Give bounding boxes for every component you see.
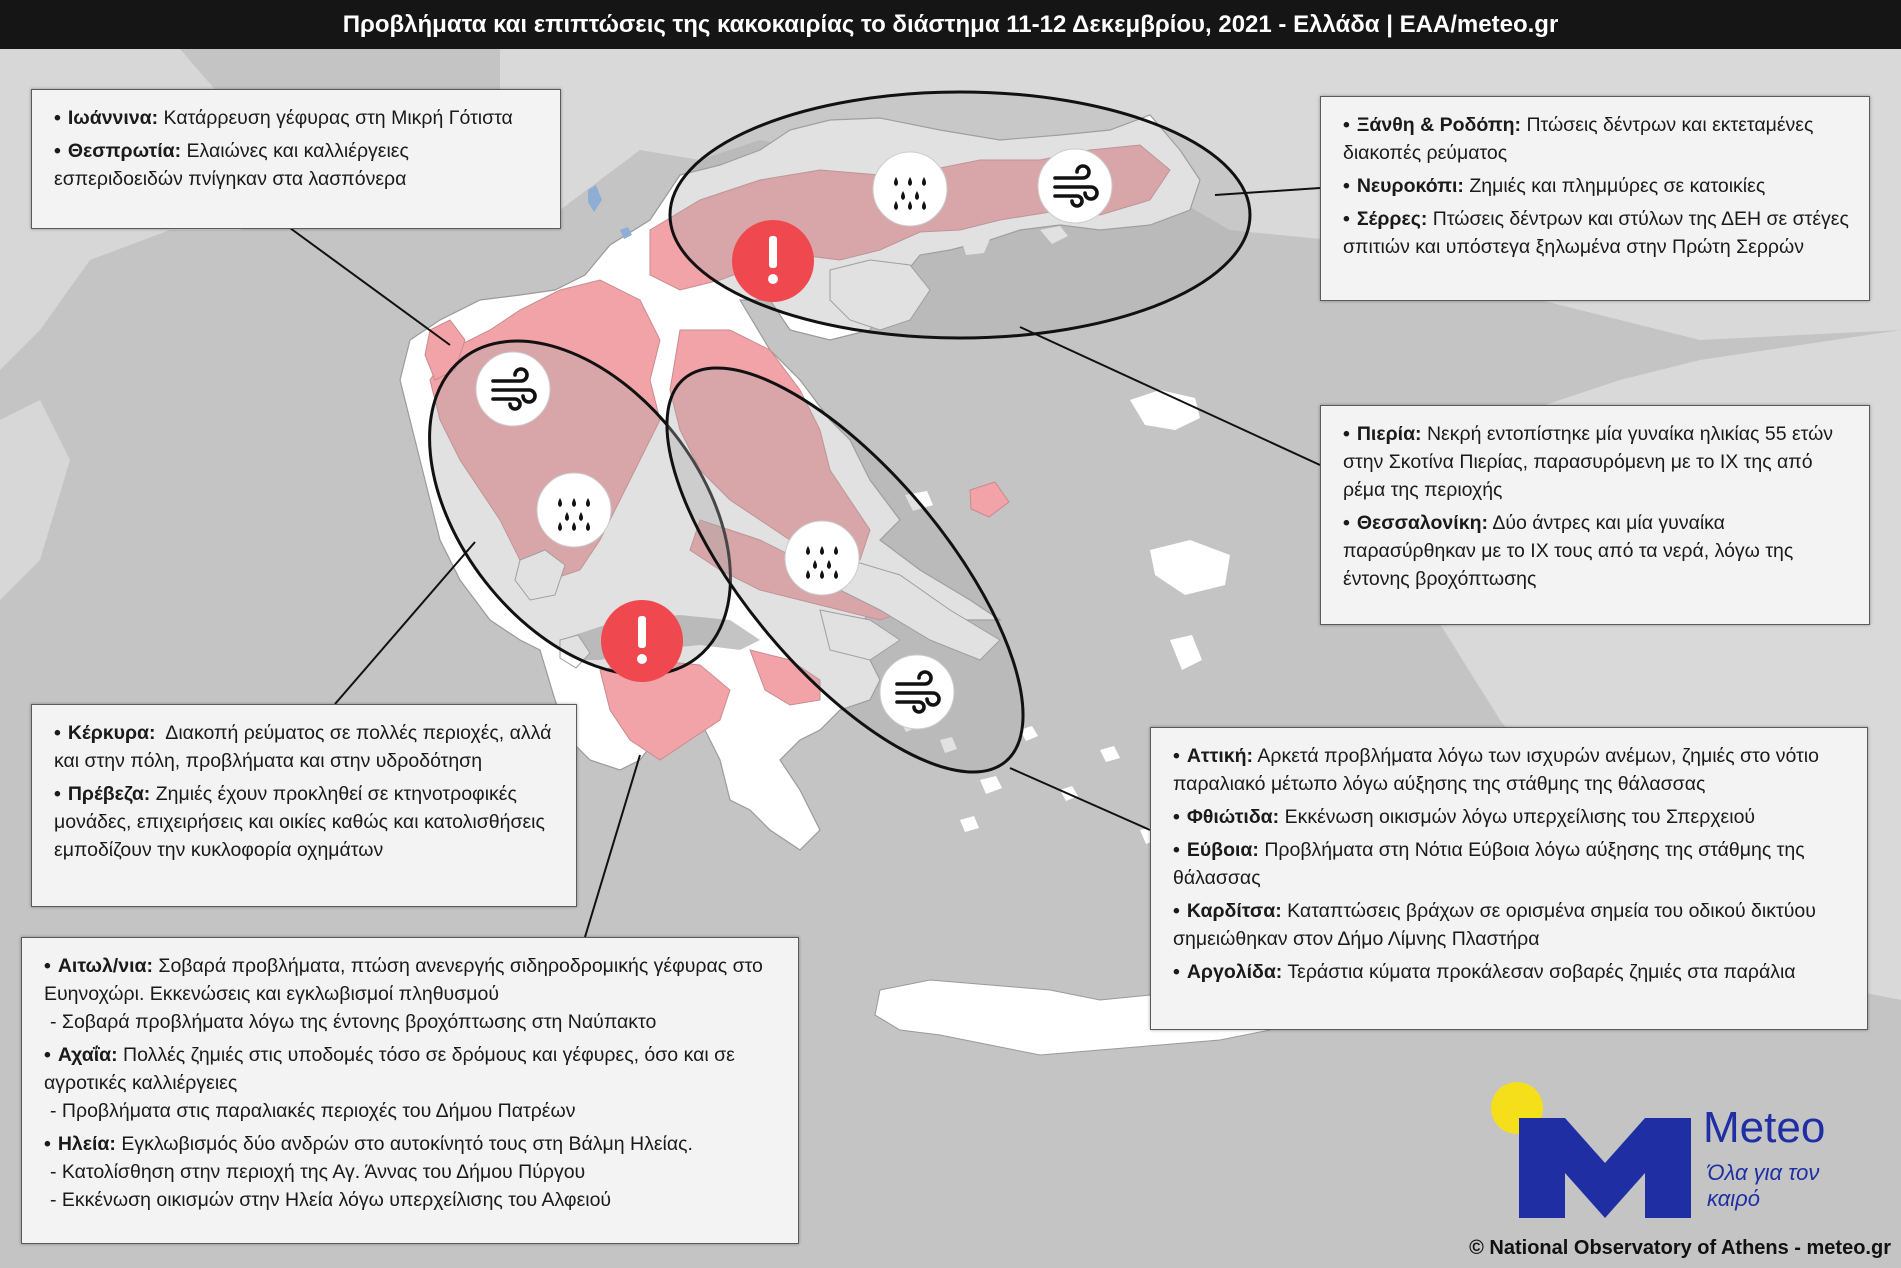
- entry-sw-0: [44, 952, 778, 1036]
- impact-text: Τεράστια κύματα προκάλεσαν σοβαρές ζημιές στα παράλια: [1282, 961, 1796, 983]
- warning-icon: [601, 600, 683, 682]
- place-name: Θεσπρωτία:: [67, 140, 182, 162]
- warning-icon: [732, 220, 814, 302]
- wind-icon: [880, 655, 954, 729]
- bullet: •: [44, 1044, 51, 1066]
- bullet: •: [1343, 114, 1350, 136]
- place-name: Αττική:: [1186, 745, 1254, 767]
- region-ellipse-northeast: [670, 92, 1250, 338]
- island-skyros-affected: [970, 482, 1009, 517]
- bullet: •: [1173, 961, 1180, 983]
- rain-icon: [537, 473, 611, 547]
- impact-subitem: - Προβλήματα στις παραλιακές περιοχές του Δήμου Πατρέων: [50, 1100, 576, 1122]
- impact-subitem: - Κατολίσθηση στην περιοχή της Αγ. Άννας του Δήμου Πύργου: [50, 1161, 586, 1183]
- bullet: •: [1343, 175, 1350, 197]
- wind-icon: [1038, 149, 1112, 223]
- info-box-southeast: [1150, 727, 1868, 1030]
- bullet: •: [1173, 745, 1180, 767]
- impact-text: Πτώσεις δέντρων και εκτεταμένες διακοπές ρεύματος: [1343, 114, 1819, 164]
- impact-text: Ζημιές και πλημμύρες σε κατοικίες: [1463, 175, 1766, 197]
- place-name: Ξάνθη & Ροδόπη:: [1356, 114, 1522, 136]
- island-lesvos: [1150, 540, 1230, 595]
- bullet: •: [44, 955, 51, 977]
- impact-text: Καταπτώσεις βράχων σε ορισμένα σημεία του οδικού δικτύου σημειώθηκαν στον Δήμο Λίμνης Πλαστήρα: [1173, 900, 1822, 950]
- wind-icon: [476, 352, 550, 426]
- entry-nw-0: [54, 104, 540, 132]
- entry-ne-2: [1343, 205, 1855, 261]
- lake-prespa: [588, 185, 602, 212]
- place-name: Αργολίδα:: [1186, 961, 1283, 983]
- bullet: •: [1173, 900, 1180, 922]
- copyright: © National Observatory of Athens - meteo.gr: [1469, 1237, 1891, 1259]
- bullet: •: [44, 1133, 51, 1155]
- place-name: Κέρκυρα:: [67, 722, 156, 744]
- entry-w-0: [54, 719, 556, 775]
- bullet: •: [54, 107, 61, 129]
- entry-e-0: [1343, 420, 1849, 504]
- info-box-northeast: [1320, 96, 1870, 301]
- bullet: •: [1173, 839, 1180, 861]
- connector-se: [1010, 768, 1150, 830]
- impact-text: Πτώσεις δέντρων και στύλων της ΔΕΗ σε στέγες σπιτιών και υπόστεγα ξηλωμένα στην Πρώτη Σερρών: [1343, 208, 1855, 258]
- entry-se-4: [1173, 958, 1847, 986]
- impact-text: Εγκλωβισμός δύο ανδρών στο αυτοκίνητό τους στη Βάλμη Ηλείας.: [115, 1133, 693, 1155]
- entry-sw-1: [44, 1041, 778, 1125]
- info-box-northwest: [31, 89, 561, 229]
- bullet: •: [1343, 512, 1350, 534]
- entry-w-1: [54, 780, 556, 864]
- bullet: •: [54, 783, 61, 805]
- impact-text: Σοβαρά προβλήματα, πτώση ανενεργής σιδηροδρομικής γέφυρας στο Ευηνοχώρι. Εκκενώσεις και εγκλωβισμοί πληθυσμού: [44, 955, 769, 1005]
- place-name: Φθιώτιδα:: [1186, 806, 1280, 828]
- impact-text: Ζημιές έχουν προκληθεί σε κτηνοτροφικές μονάδες, επιχειρήσεις και οικίες καθώς και κατολισθήσεις εμποδίζουν την κυκλοφορία οχημάτων: [54, 783, 551, 861]
- place-name: Νευροκόπι:: [1356, 175, 1464, 197]
- impact-text: Ελαιώνες και καλλιέργειες εσπεριδοειδών πνίγηκαν στα λασπόνερα: [54, 140, 415, 190]
- island-lemnos: [1130, 390, 1200, 430]
- impact-text: Προβλήματα στη Νότια Εύβοια λόγω αύξησης της στάθμης της θάλασσας: [1173, 839, 1811, 889]
- entry-nw-1: [54, 137, 540, 193]
- bullet: •: [1343, 423, 1350, 445]
- logo-m-icon: [1519, 1118, 1691, 1218]
- land-italy-south: [0, 400, 70, 600]
- entry-ne-1: [1343, 172, 1849, 200]
- place-name: Αχαΐα:: [57, 1044, 118, 1066]
- bullet: •: [54, 140, 61, 162]
- logo-subtitle: Όλα για τον καιρό: [1707, 1160, 1820, 1211]
- impact-text: Νεκρή εντοπίστηκε μία γυναίκα ηλικίας 55 ετών στην Σκοτίνα Πιερίας, παρασυρόμενη με το ΙΧ της από ρέμα της περιοχής: [1343, 423, 1839, 501]
- map-title: Προβλήματα και επιπτώσεις της κακοκαιρίας το διάστημα 11-12 Δεκεμβρίου, 2021 - Ελλάδα | ΕΑΑ/meteo.gr: [0, 0, 1901, 49]
- entry-se-3: [1173, 897, 1847, 953]
- impact-subitem: - Εκκένωση οικισμών στην Ηλεία λόγω υπερχείλισης του Αλφειού: [50, 1189, 612, 1211]
- entry-e-1: [1343, 509, 1849, 593]
- impact-text: Πολλές ζημιές στις υποδομές τόσο σε δρόμους και γέφυρες, όσο και σε αγροτικές καλλιέργειες: [44, 1044, 741, 1094]
- impact-subitem: - Σοβαρά προβλήματα λόγω της έντονης βροχόπτωσης στη Ναύπακτο: [50, 1011, 657, 1033]
- island-chios: [1170, 635, 1202, 670]
- connector-sw: [585, 755, 640, 937]
- entry-sw-2: [44, 1130, 778, 1214]
- place-name: Καρδίτσα:: [1186, 900, 1282, 922]
- impact-text: Κατάρρευση γέφυρας στη Μικρή Γότιστα: [158, 107, 513, 129]
- bullet: •: [54, 722, 61, 744]
- entry-ne-0: [1343, 111, 1849, 167]
- logo-title: Meteo: [1703, 1103, 1826, 1152]
- connector-w: [335, 542, 475, 704]
- place-name: Σέρρες:: [1356, 208, 1428, 230]
- impact-text: Δύο άντρες και μία γυναίκα παρασύρθηκαν με το ΙΧ τους από τα νερά, λόγω της έντονης βροχόπτωσης: [1343, 512, 1799, 590]
- impact-text: Εκκένωση οικισμών λόγω υπερχείλισης του Σπερχειού: [1279, 806, 1756, 828]
- bullet: •: [1173, 806, 1180, 828]
- place-name: Αιτωλ/νια:: [57, 955, 153, 977]
- place-name: Εύβοια:: [1186, 839, 1259, 861]
- bullet: •: [1343, 208, 1350, 230]
- place-name: Ιωάννινα:: [67, 107, 159, 129]
- entry-se-1: [1173, 803, 1847, 831]
- entry-se-0: [1173, 742, 1847, 798]
- info-box-west: [31, 704, 577, 907]
- place-name: Ηλεία:: [57, 1133, 116, 1155]
- place-name: Θεσσαλονίκη:: [1356, 512, 1488, 534]
- info-box-southwest: [21, 937, 799, 1244]
- entry-se-2: [1173, 836, 1847, 892]
- place-name: Πρέβεζα:: [67, 783, 151, 805]
- rain-icon: [785, 521, 859, 595]
- info-box-east: [1320, 405, 1870, 625]
- place-name: Πιερία:: [1356, 423, 1422, 445]
- rain-icon: [873, 152, 947, 226]
- impact-text: Αρκετά προβλήματα λόγω των ισχυρών ανέμων, ζημιές στο νότιο παραλιακό μέτωπο λόγω αύξησης της στάθμης της θάλασσας: [1173, 745, 1825, 795]
- connector-nw: [290, 228, 450, 345]
- connector-e: [1020, 327, 1320, 465]
- impact-text: Διακοπή ρεύματος σε πολλές περιοχές, αλλά και στην πόλη, προβλήματα και στην υδροδότηση: [54, 722, 557, 772]
